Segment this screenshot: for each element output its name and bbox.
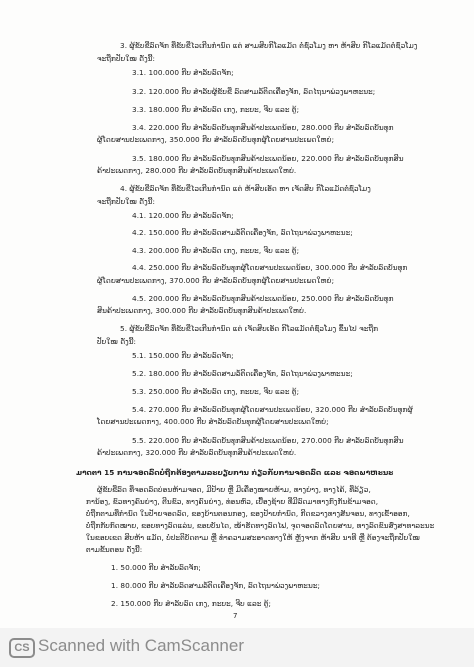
item-4-1: 4.1. 120.000 ກີບ ສຳລັບລົດຈັກ; (132, 211, 234, 220)
item-5-1: 5.1. 150.000 ກີບ ສຳລັບລົດຈັກ; (132, 351, 234, 360)
article-15-heading: ມາດຕາ 15 ການຈອດລົດບໍ່ຖືກຕ້ອງຕາມລະບຽບການ ກ່ຽວກັບການຈອດລົດ ແລະ ຈອດພາຫະນະ (76, 468, 394, 477)
item-5-4: 5.4. 270.000 ກີບ ສຳລັບລົດບັນທຸກຜູ້ໂດຍສານປະເພດນ້ອຍ, 320.000 ກີບ ສຳລັບລົດບັນທຸກຜູ້ (132, 405, 413, 414)
article-15-body-line-5: ໃນຂອບເຂດ ສິບຫ້າ ແມັດ, ບໍ່ປະຕິບັດຕາມ ຫຼື ທຳຄວາມສະອາດທາງໃຫ້ ຫຼັງຈາກ ຫ້າສິບ ນາທີ ຫຼື ຕ້ອງຈະຖືກປັບໃໝ (86, 533, 420, 542)
item-3-4: 3.4. 220.000 ກີບ ສຳລັບລົດບັນທຸກສິນຄ້າປະເພດນ້ອຍ, 280.000 ກີບ ສຳລັບລົດບັນທຸກ (132, 123, 394, 132)
item-4-3: 4.3. 200.000 ກີບ ສຳລັບລົດ ເກງ, ກະບະ, ຈີບ ແລະ ຕູ້; (132, 246, 300, 255)
article-15-item-1: 1. 50.000 ກີບ ສຳລັບລົດຈັກ; (111, 563, 201, 572)
item-3-1: 3.1. 100.000 ກີບ ສຳລັບລົດຈັກ; (132, 68, 234, 77)
item-5-5-cont: ຄ້າປະເພດກາງ, 320.000 ກີບ ສຳລັບລົດບັນທຸກສິນຄ້າປະເພດໃຫຍ່. (97, 448, 297, 457)
camscanner-logo-icon: CS (9, 638, 35, 658)
article-15-body-line-4: ບໍ່ຖືກກັບກົດໝາຍ, ຂອບທາງລົດແລ່ນ, ຂອບບັນໄດ, ໜ້າຮັດທາງລົດໄຟ, ຈຸດຈອດລົດໂດຍສານ, ທາງລົດຂົນສົ່ງສາທາລະນະ (86, 521, 435, 530)
paragraph-3-intro-cont: ຈະຖືກປັບໃໝ ດັ່ງນີ້: (97, 54, 156, 63)
paragraph-4-intro: 4. ຜູ້ຂັບຂີ່ລົດຈັກ ທີ່ຂັບຂີ່ໄວເກີນກຳນົດ ແຕ່ ຫ້າສິບເອັດ ຫາ ເຈັດສິບ ກິໂລແມັດຕໍ່ຊົ່ວໂມງ (120, 184, 371, 193)
article-15-item-2: 2. 150.000 ກີບ ສຳລັບລົດ ເກງ, ກະບະ, ຈີບ ແລະ ຕູ້; (111, 599, 272, 608)
paragraph-5-intro-cont: ປັບໃໝ ດັ່ງນີ້: (97, 337, 137, 346)
item-3-5: 3.5. 180.000 ກີບ ສຳລັບລົດບັນທຸກສິນຄ້າປະເພດນ້ອຍ, 220.000 ກີບ ສຳລັບລົດບັນທຸກສິນ (132, 154, 404, 163)
item-3-5-cont: ຄ້າປະເພດກາງ, 280.000 ກີບ ສຳລັບລົດບັນທຸກສິນຄ້າປະເພດໃຫຍ່. (97, 166, 297, 175)
item-3-2: 3.2. 120.000 ກີບ ສຳລັບຜູ້ຂັບຂີ່ ລົດສາມລໍ້ຕິດເຄື່ອງຈັກ, ລົດໄຖນາພ່ວງພາຫະນະ; (132, 87, 376, 96)
article-15-body-line-3: ບໍ່ຖືກຕາມທີ່ກຳນົດ ໃນປ້າຍຈອດລົດ, ຂອງບ້ານຕອນກອງ, ຂອງປ້າຍກຳນົດ, ກີດຂວາງທາງສັນຈອນ, ທາງເຂົ້າອອກ, (86, 509, 410, 518)
article-15-body-line-6: ຕາມຂັ້ນຕອນ ດັ່ງນີ້: (86, 545, 143, 554)
item-5-5: 5.5. 220.000 ກີບ ສຳລັບລົດບັນທຸກສິນຄ້າປະເພດນ້ອຍ, 270.000 ກີບ ສຳລັບລົດບັນທຸກສິນ (132, 436, 404, 445)
item-4-2: 4.2. 150.000 ກີບ ສຳລັບລົດສາມລໍ້ຕິດເຄື່ອງຈັກ, ລົດໄຖນາພ່ວງພາຫະນະ; (132, 228, 353, 237)
item-4-5: 4.5. 200.000 ກີບ ສຳລັບລົດບັນທຸກສິນຄ້າປະເພດນ້ອຍ, 250.000 ກີບ ສຳລັບລົດບັນທຸກ (132, 294, 394, 303)
article-15-body-line-1: ຜູ້ຂັບຂີ່ລົດ ທີ່ຈອດລົດບ່ອນຫ້າມຈອດ, ມີປ້າຍ ຫຼື ມີເຄື່ອງໝາຍຫ້າມ, ທາງຍ່າງ, ທາງໄຄ້, ທີ່ລ້ຽວ, (97, 485, 371, 494)
item-4-4-cont: ຜູ້ໂດຍສານປະເພດກາງ, 370.000 ກີບ ສຳລັບລົດບັນທຸກຜູ້ໂດຍສານປະເພດໃຫຍ່; (97, 276, 335, 285)
item-5-2: 5.2. 180.000 ກີບ ສຳລັບລົດສາມລໍ້ຕິດເຄື່ອງຈັກ, ລົດໄຖນາພ່ວງພາຫະນະ; (132, 369, 353, 378)
article-15-item-1b: 1. 80.000 ກີບ ສຳລັບລົດສາມລໍ້ຕິດເຄື່ອງຈັກ, ລົດໄຖນາພ່ວງພາຫະນະ; (111, 581, 320, 590)
page-number: 7 (233, 612, 238, 620)
paragraph-3-intro: 3. ຜູ້ຂັບຂີ່ລົດຈັກ ທີ່ຂັບຂີ່ໄວເກີນກຳນົດ ແຕ່ ສາມສິບກິໂລແມັດ ຕໍ່ຊົ່ວໂມງ ຫາ ຫ້າສິບ ກິໂລແມັດຕໍ່ຊົ່ວໂມງ (120, 41, 418, 50)
item-3-4-cont: ຜູ້ໂດຍສານປະເພດກາງ, 350.000 ກີບ ສຳລັບລົດບັນທຸກຜູ້ໂດຍສານປະເພດໃຫຍ່; (97, 135, 335, 144)
item-4-4: 4.4. 250.000 ກີບ ສຳລັບລົດບັນທຸກຜູ້ໂດຍສານປະເພດນ້ອຍ, 300.000 ກີບ ສຳລັບລົດບັນທຸກ (132, 263, 408, 272)
item-3-3: 3.3. 180.000 ກີບ ສຳລັບລົດ ເກງ, ກະບະ, ຈີບ ແລະ ຕູ້; (132, 105, 300, 114)
camscanner-text: Scanned with CamScanner (38, 636, 245, 655)
paragraph-4-intro-cont: ຈະຖືກປັບໃໝ ດັ່ງນີ້: (97, 197, 156, 206)
item-4-5-cont: ສິນຄ້າປະເພດກາງ, 300.000 ກີບ ສຳລັບລົດບັນທຸກສິນຄ້າປະເພດໃຫຍ່. (97, 306, 307, 315)
article-15-body-line-2: ການ້ອງ, ຂົວທາງຄົນຍ່າງ, ຕີນຂົວ, ທາງຄົນຍ່າງ, ທ່ອນຫົວ, ເບື້ອງຊ້າຍ ທີ່ມີລົດມາທາງກົງກັນຂ້າມຈອດ, (86, 497, 379, 506)
paragraph-5-intro: 5. ຜູ້ຂັບຂີ່ລົດຈັກ ທີ່ຂັບຂີ່ໄວເກີນກຳນົດ ແຕ່ ເຈັດສິບເອັດ ກິໂລແມັດຕໍ່ຊົ່ວໂມງ ຂຶ້ນໄປ ຈະຖືກ (120, 324, 379, 333)
item-5-3: 5.3. 250.000 ກີບ ສຳລັບລົດ ເກງ, ກະບະ, ຈີບ ແລະ ຕູ້; (132, 387, 300, 396)
item-5-4-cont: ໂດຍສານປະເພດກາງ, 400.000 ກີບ ສຳລັບລົດບັນທຸກຜູ້ໂດຍສານປະເພດໃຫຍ່; (97, 417, 329, 426)
